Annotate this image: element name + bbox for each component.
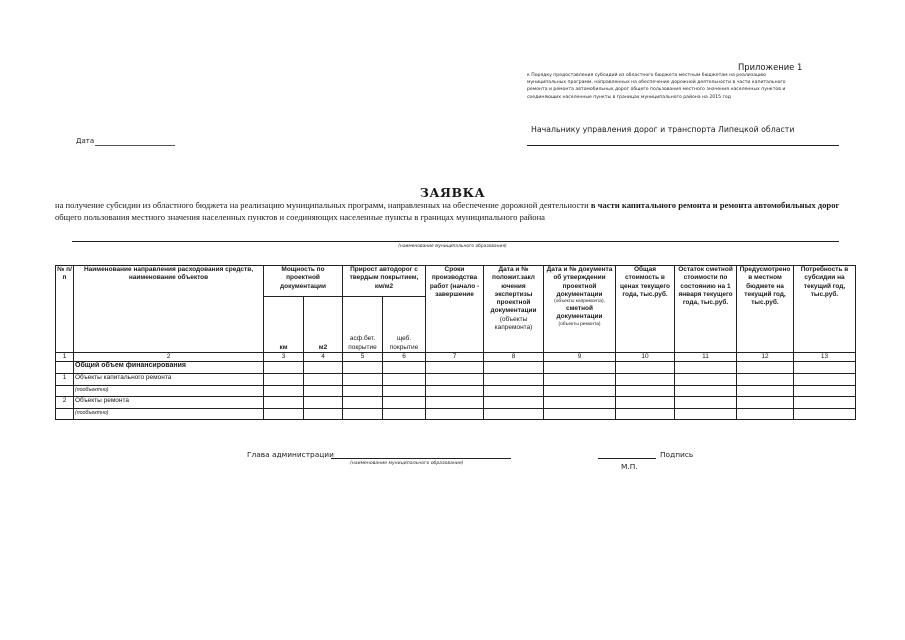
cell-r2-c12[interactable] (737, 374, 794, 386)
cell-r5-c3[interactable] (264, 409, 304, 420)
cell-r3-c6[interactable] (383, 386, 426, 397)
cell-r5-c7[interactable] (426, 409, 484, 420)
cell-r4-c13[interactable] (794, 397, 856, 409)
cell-r1-c11[interactable] (675, 362, 737, 374)
appendix-line: соединяющих населенные пункты в границах муниципального района на 2015 год (527, 94, 731, 100)
header-total-cost: Общая стоимость в ценах текущего года, тыс.руб. (616, 266, 675, 353)
header-expertise (484, 266, 544, 353)
document-purpose (55, 200, 845, 223)
appendix-line: к Порядку предоставления субсидий из областного бюджета местным бюджетам на реализацию (527, 73, 767, 78)
header-capacity: Мощность по проектной документации (264, 266, 343, 297)
document-title: ЗАЯВКА (419, 185, 486, 200)
col-number: 2 (74, 353, 264, 362)
purpose-text-bold: в части капитального ремонта и ремонта автомобильных дорог (590, 200, 840, 210)
cell-r4-c6[interactable] (383, 397, 426, 409)
col-number: 4 (304, 353, 343, 362)
col-number: 13 (794, 353, 856, 362)
cell-r3-c13[interactable] (794, 386, 856, 397)
cell-r5-c5[interactable] (343, 409, 383, 420)
row-repair-label: Объекты ремонта (74, 397, 264, 409)
header-name: Наименование направления расходования средств, наименование объектов (74, 266, 264, 353)
cell-r2-c5[interactable] (343, 374, 383, 386)
header-approval-title: Дата и № документа об утверждении проектной документации (546, 266, 613, 298)
row-num: 1 (56, 374, 74, 386)
purpose-text: на получение субсидии из областного бюджета на реализацию муниципальных программ, направленных на обеспечение дорожной деятельности (55, 200, 591, 210)
cell-r2-c10[interactable] (616, 374, 675, 386)
cell-r5-c4[interactable] (304, 409, 343, 420)
cell-r1-c8[interactable] (484, 362, 544, 374)
cell-r5-c11[interactable] (675, 409, 737, 420)
header-expertise-note: (объекты капремонта) (494, 315, 533, 332)
cell-r5-c10[interactable] (616, 409, 675, 420)
signature-label: Подпись (660, 450, 694, 459)
header-expertise-title: Дата и № положит.закл ючения экспертизы проектной документации (490, 266, 537, 315)
col-number: 5 (343, 353, 383, 362)
cell-r2-c9[interactable] (544, 374, 616, 386)
row-capital-repair-label: Объекты капитального ремонта (74, 374, 264, 386)
cell-r5-c6[interactable] (383, 409, 426, 420)
cell-r4-c9[interactable] (544, 397, 616, 409)
application-table (55, 265, 856, 420)
head-caption: (наименование муниципального образования) (350, 461, 464, 466)
cell-r3-c3[interactable] (264, 386, 304, 397)
head-of-administration-field[interactable] (331, 458, 511, 459)
header-growth: Прирост автодорог с твердым покрытием, км/м2 (343, 266, 426, 297)
header-asphalt: асф.бет. покрытие (343, 297, 383, 353)
cell-r2-c6[interactable] (383, 374, 426, 386)
cell-r1-c12[interactable] (737, 362, 794, 374)
cell-r3-c8[interactable] (484, 386, 544, 397)
cell-r4-c4[interactable] (304, 397, 343, 409)
cell-r1-c4[interactable] (304, 362, 343, 374)
municipality-caption: (наименование муниципального образования) (398, 244, 507, 249)
head-of-administration-label: Глава администрации (247, 450, 334, 459)
addressee-underline (527, 145, 839, 146)
cell-r3-c10[interactable] (616, 386, 675, 397)
cell-r5-c13[interactable] (794, 409, 856, 420)
row-per-object-label: (пообъектно) (74, 409, 264, 420)
stamp-label: М.П. (621, 462, 638, 471)
col-number: 10 (616, 353, 675, 362)
header-approval-note2: (объекты ремонта) (558, 321, 601, 327)
header-approval-estimate: сметной документации (556, 305, 603, 321)
cell-r3-c9[interactable] (544, 386, 616, 397)
col-number: 7 (426, 353, 484, 362)
row-num (56, 386, 74, 397)
header-terms: Сроки производства работ (начало - завершение (426, 266, 484, 353)
cell-r3-c7[interactable] (426, 386, 484, 397)
cell-r4-c3[interactable] (264, 397, 304, 409)
appendix-line: муниципальных программ, направленных на обеспечение дорожной деятельности в части капитального (527, 80, 786, 86)
cell-r3-c5[interactable] (343, 386, 383, 397)
cell-r2-c3[interactable] (264, 374, 304, 386)
cell-r1-c3[interactable] (264, 362, 304, 374)
cell-r1-c5[interactable] (343, 362, 383, 374)
signature-field[interactable] (598, 458, 656, 459)
row-total-label: Общий объем финансирования (74, 362, 264, 374)
cell-r5-c8[interactable] (484, 409, 544, 420)
header-approval (544, 266, 616, 353)
cell-r4-c11[interactable] (675, 397, 737, 409)
row-num: 2 (56, 397, 74, 409)
municipality-field[interactable] (72, 241, 839, 242)
header-remaining: Остаток сметной стоимости по состоянию на 1 января текущего года, тыс.руб. (675, 266, 737, 353)
col-number: 12 (737, 353, 794, 362)
cell-r1-c10[interactable] (616, 362, 675, 374)
header-m2: м2 (304, 297, 343, 353)
col-number: 6 (383, 353, 426, 362)
header-local-budget: Предусмотрено в местном бюджете на текущий год, тыс.руб. (737, 266, 794, 353)
purpose-text-end: общего пользования местного значения населенных пунктов и соединяющих населенные пункты в границах муниципального района (55, 211, 545, 222)
cell-r3-c4[interactable] (304, 386, 343, 397)
cell-r5-c12[interactable] (737, 409, 794, 420)
col-number: 3 (264, 353, 304, 362)
cell-r1-c7[interactable] (426, 362, 484, 374)
cell-r4-c8[interactable] (484, 397, 544, 409)
cell-r2-c8[interactable] (484, 374, 544, 386)
row-per-object-label: (пообъектно) (74, 386, 264, 397)
header-approval-note: (объекты капремонта), (554, 299, 605, 305)
header-gravel: щеб. покрытие (383, 297, 426, 353)
date-label: Дата (76, 137, 95, 145)
cell-r3-c11[interactable] (675, 386, 737, 397)
cell-r4-c10[interactable] (616, 397, 675, 409)
col-number: 11 (675, 353, 737, 362)
cell-r4-c7[interactable] (426, 397, 484, 409)
col-number: 8 (484, 353, 544, 362)
row-num (56, 409, 74, 420)
addressee: Начальнику управления дорог и транспорта Липецкой области (531, 125, 795, 134)
cell-r4-c5[interactable] (343, 397, 383, 409)
cell-r1-c13[interactable] (794, 362, 856, 374)
cell-r2-c7[interactable] (426, 374, 484, 386)
appendix-line: ремонта и ремонта автомобильных дорог общего пользования местного значения населенных пунктов и (527, 87, 786, 93)
cell-r2-c11[interactable] (675, 374, 737, 386)
cell-r1-c9[interactable] (544, 362, 616, 374)
date-field[interactable] (95, 145, 175, 146)
cell-r2-c4[interactable] (304, 374, 343, 386)
cell-r5-c9[interactable] (544, 409, 616, 420)
col-number: 1 (56, 353, 74, 362)
cell-r1-c6[interactable] (383, 362, 426, 374)
header-km: км (264, 297, 304, 353)
appendix-text (527, 72, 832, 101)
header-need: Потребность в субсидии на текущий год, тыс.руб. (794, 266, 856, 353)
col-number: 9 (544, 353, 616, 362)
cell-r2-c13[interactable] (794, 374, 856, 386)
row-num (56, 362, 74, 374)
cell-r4-c12[interactable] (737, 397, 794, 409)
header-num: № п/п (56, 266, 74, 353)
appendix-title: Приложение 1 (738, 62, 803, 72)
cell-r3-c12[interactable] (737, 386, 794, 397)
